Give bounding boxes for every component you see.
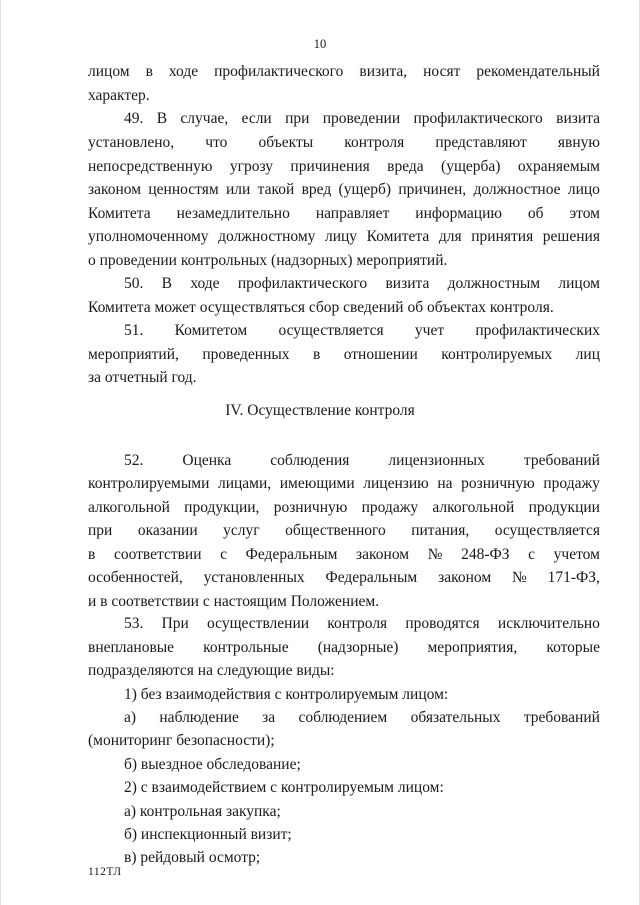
word: осуществлении	[207, 615, 310, 632]
word: угрозу	[229, 158, 274, 175]
word: общественного	[285, 522, 386, 539]
footer-code: 112ТЛ	[88, 866, 122, 878]
word: лицу	[324, 228, 358, 245]
word: При	[161, 615, 189, 632]
word: на	[437, 475, 453, 492]
word: лицензию	[363, 475, 429, 492]
word: такой	[257, 181, 295, 198]
word: исключительно	[497, 615, 600, 632]
word: контролируемых	[441, 346, 553, 363]
word: Комитетом	[174, 322, 248, 339]
list-subitem: б) выездное обследование;	[124, 756, 301, 773]
text-line: за отчетный год.	[88, 369, 197, 386]
word: соблюдения	[270, 452, 350, 469]
text-line	[88, 157, 600, 177]
word: контрольные	[203, 639, 289, 656]
list-item: 1) без взаимодействия с контролируемым лицом:	[124, 686, 449, 703]
word: Комитета	[366, 228, 430, 245]
word: причинения	[290, 158, 370, 175]
word: (ущерб)	[338, 181, 392, 198]
word: 53.	[124, 615, 144, 632]
list-subitem: в) рейдовый осмотр;	[124, 849, 261, 866]
word: продукции,	[184, 499, 260, 516]
word: с	[220, 546, 228, 563]
word: лицом	[558, 275, 600, 292]
text-line: о проведении контрольных (надзорных) мероприятий.	[88, 252, 448, 269]
word: Оценка	[182, 452, 232, 469]
text-line	[88, 474, 600, 494]
text-line: (мониторинг безопасности);	[88, 732, 275, 749]
word: рекомендательный	[476, 63, 600, 80]
word: (надзорные)	[317, 639, 399, 656]
word: имеющими	[279, 475, 355, 492]
text-line	[88, 133, 600, 153]
word: случае,	[180, 110, 229, 127]
word: лицами,	[217, 475, 272, 492]
text-line	[88, 345, 600, 365]
word: алкогольной	[432, 499, 515, 516]
word: проведенных	[202, 346, 290, 363]
word: законом	[438, 569, 492, 586]
word: учет	[414, 322, 445, 339]
word: визита	[556, 110, 600, 127]
word: продажу	[361, 499, 419, 516]
word: вреда	[387, 158, 424, 175]
word: лиц	[575, 346, 600, 363]
word: причинен,	[398, 181, 467, 198]
word: или	[225, 181, 251, 198]
word: вред	[301, 181, 332, 198]
word: 52.	[124, 452, 144, 469]
list-subitem: б) инспекционный визит;	[124, 826, 292, 843]
word: незамедлительно	[176, 205, 290, 222]
word: направляет	[315, 205, 390, 222]
word: отношении	[343, 346, 418, 363]
word: установлено,	[88, 134, 175, 151]
text-line	[88, 62, 600, 82]
text-line	[88, 545, 600, 565]
paragraph-52-first-line	[124, 451, 600, 471]
list-subitem	[124, 708, 600, 728]
word: учетом	[553, 546, 600, 563]
word: лицо	[567, 181, 600, 198]
list-item: 2) с взаимодействием с контролируемым лицом:	[124, 779, 444, 796]
word: для	[438, 228, 462, 245]
paragraph-53-first-line	[124, 614, 600, 634]
word: 51.	[124, 322, 144, 339]
word: при	[285, 110, 310, 127]
section-heading: IV. Осуществление контроля	[225, 402, 415, 419]
text-line	[88, 180, 600, 200]
word: ходе	[168, 63, 199, 80]
page-number: 10	[313, 37, 327, 51]
word: №	[511, 569, 527, 586]
word: Федеральным	[325, 569, 418, 586]
word: мероприятия,	[427, 639, 518, 656]
word: явную	[557, 134, 600, 151]
word: особенностей,	[88, 569, 183, 586]
word: что	[205, 134, 228, 151]
text-line	[88, 521, 600, 541]
list-subitem: а) контрольная закупка;	[124, 803, 281, 820]
word: законом	[88, 181, 142, 198]
word: решения	[542, 228, 600, 245]
word: алкогольной	[88, 499, 170, 516]
word: профилактических	[475, 322, 600, 339]
word: продукции	[528, 499, 600, 516]
word: профилактического	[237, 275, 368, 292]
word: розничную	[273, 499, 348, 516]
text-line: Комитета может осуществляться сбор сведений об объектах контроля.	[88, 299, 554, 316]
word: законом	[356, 546, 410, 563]
text-line: характер.	[88, 87, 150, 104]
word: обязательных	[410, 709, 501, 726]
word: 50.	[124, 275, 144, 292]
word: должностному	[218, 228, 316, 245]
word: при	[88, 522, 113, 539]
word: 49.	[124, 110, 144, 127]
word: розничную	[461, 475, 535, 492]
word: должностное	[473, 181, 561, 198]
paragraph-50-first-line	[124, 274, 600, 294]
word: проведении	[322, 110, 401, 127]
word: непосредственную	[88, 158, 213, 175]
word: контроля	[327, 615, 388, 632]
word: оказании	[137, 522, 198, 539]
scan-left-edge	[0, 0, 1, 905]
word: В	[161, 275, 173, 292]
word: требований	[523, 452, 600, 469]
word: проводятся	[405, 615, 480, 632]
word: 248-ФЗ	[461, 546, 510, 563]
word: мероприятий,	[88, 346, 179, 363]
text-line: и в соответствии с настоящим Положением.	[88, 593, 380, 610]
word: в	[312, 346, 321, 363]
text-line	[88, 568, 600, 588]
word: (ущерба)	[441, 158, 501, 175]
word: продажу	[543, 475, 600, 492]
word: этом	[569, 205, 600, 222]
paragraph-49-first-line	[124, 109, 600, 129]
word: а)	[124, 709, 137, 726]
word: должностным	[447, 275, 541, 292]
text-line	[88, 638, 600, 658]
text-line	[88, 204, 600, 224]
word: услуг	[223, 522, 260, 539]
word: требований	[523, 709, 600, 726]
word: носят	[423, 63, 461, 80]
word: соблюдением	[298, 709, 388, 726]
word: В	[156, 110, 168, 127]
word: питания,	[411, 522, 470, 539]
word: контролируемыми	[88, 475, 210, 492]
word: охраняемым	[517, 158, 600, 175]
word: представляют	[435, 134, 527, 151]
word: 171-ФЗ,	[547, 569, 600, 586]
word: информацию	[415, 205, 502, 222]
word: объекты	[258, 134, 314, 151]
word: ходе	[190, 275, 220, 292]
word: Федеральным	[245, 546, 338, 563]
word: за	[262, 709, 276, 726]
word: об	[527, 205, 544, 222]
word: в	[145, 63, 153, 80]
text-line	[88, 498, 600, 518]
word: установленных	[203, 569, 305, 586]
word: наблюдение	[159, 709, 239, 726]
word: лицензионных	[388, 452, 485, 469]
text-line	[88, 227, 600, 247]
word: в	[88, 546, 96, 563]
word: контроля	[344, 134, 405, 151]
word: профилактического	[214, 63, 344, 80]
word: уполномоченному	[88, 228, 209, 245]
word: профилактического	[413, 110, 543, 127]
word: внеплановые	[88, 639, 175, 656]
word: осуществляется	[278, 322, 384, 339]
word: №	[427, 546, 443, 563]
word: соответствии	[113, 546, 202, 563]
paragraph-51-first-line	[124, 321, 600, 341]
word: визита,	[359, 63, 408, 80]
word: если	[241, 110, 272, 127]
text-line: подразделяются на следующие виды:	[88, 662, 335, 679]
word: которые	[546, 639, 600, 656]
word: Комитета	[88, 205, 151, 222]
word: осуществляется	[494, 522, 600, 539]
word: принятия	[471, 228, 534, 245]
word: визита	[385, 275, 430, 292]
word: ценностям	[148, 181, 219, 198]
word: с	[528, 546, 536, 563]
word: лицом	[88, 63, 130, 80]
